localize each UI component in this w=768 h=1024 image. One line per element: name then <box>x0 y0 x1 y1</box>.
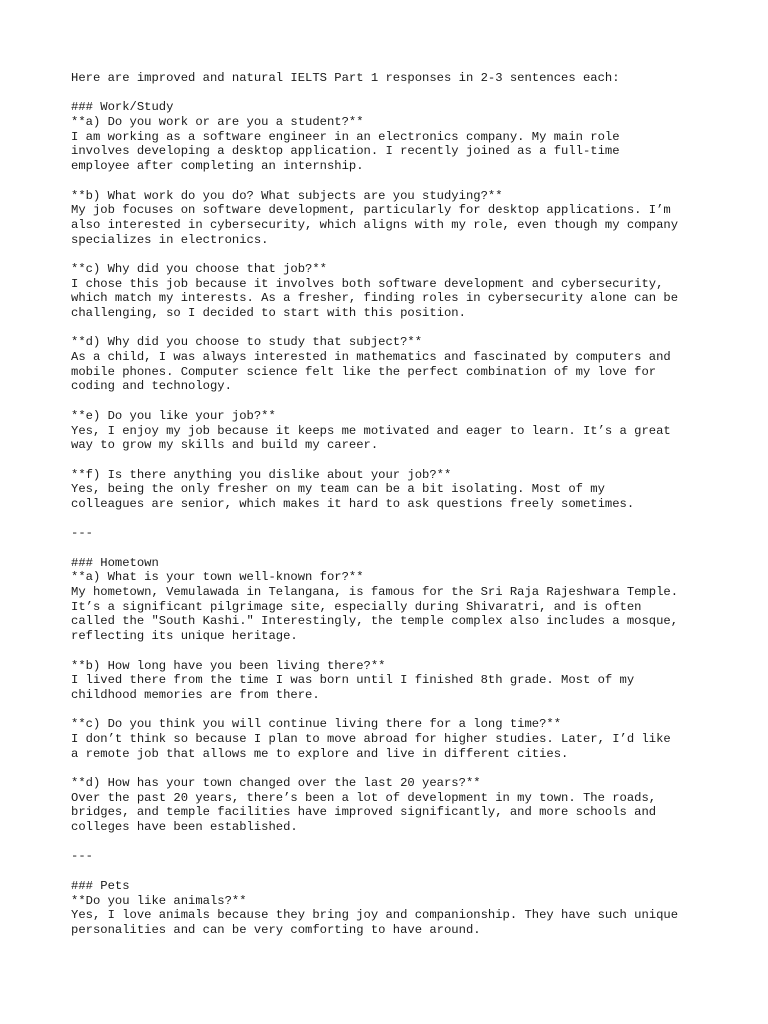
body-line: employee after completing an internship. <box>71 159 364 174</box>
blank-line <box>71 864 711 879</box>
body-line: colleges have been established. <box>71 820 298 835</box>
blank-line <box>71 174 711 189</box>
body-line: Yes, I enjoy my job because it keeps me motivated and eager to learn. It’s a great <box>71 423 671 438</box>
body-line: challenging, so I decided to start with this position. <box>71 306 466 320</box>
body-line: I chose this job because it involves both software development and cybersecurity, <box>71 276 664 291</box>
body-line: specializes in electronics. <box>71 232 269 247</box>
body-line: also interested in cybersecurity, which aligns with my role, even though my company <box>71 217 679 232</box>
divider-line: --- <box>71 849 93 864</box>
document-text <box>71 71 711 938</box>
body-line: Yes, I love animals because they bring joy and companionship. They have such unique <box>71 908 679 923</box>
body-line: involves developing a desktop application. I recently joined as a full-time <box>71 144 620 159</box>
question-line: **a) What is your town well-known for?** <box>71 570 364 585</box>
question-line: **c) Do you think you will continue living there for a long time?** <box>71 717 562 732</box>
body-line: which match my interests. As a fresher, finding roles in cybersecurity alone can be <box>71 291 679 306</box>
body-line: way to grow my skills and build my career. <box>71 438 379 453</box>
blank-line <box>71 453 711 468</box>
blank-line <box>71 703 711 718</box>
blank-line <box>71 761 711 776</box>
body-line: mobile phones. Computer science felt like the perfect combination of my love for <box>71 364 657 379</box>
blank-line <box>71 512 711 527</box>
blank-line <box>71 835 711 850</box>
question-line: **d) Why did you choose to study that subject?** <box>71 335 423 350</box>
blank-line <box>71 247 711 262</box>
question-line: **d) How has your town changed over the last 20 years?** <box>71 776 481 790</box>
body-line: I lived there from the time I was born until I finished 8th grade. Most of my <box>71 673 635 688</box>
question-line: **b) How long have you been living there?** <box>71 658 386 673</box>
blank-line <box>71 541 711 556</box>
question-line: **f) Is there anything you dislike about your job?** <box>71 467 452 482</box>
question-line: **e) Do you like your job?** <box>71 408 276 423</box>
body-line: called the "South Kashi." Interestingly, the temple complex also includes a mosque, <box>71 614 679 629</box>
body-line: My job focuses on software development, particularly for desktop applications. I’m <box>71 203 671 218</box>
body-line: childhood memories are from there. <box>71 687 320 702</box>
blank-line <box>71 86 711 101</box>
body-line: It’s a significant pilgrimage site, especially during Shivaratri, and is often <box>71 599 642 614</box>
body-line: coding and technology. <box>71 379 232 394</box>
question-line: **a) Do you work or are you a student?** <box>71 115 364 130</box>
body-line: a remote job that allows me to explore and live in different cities. <box>71 746 569 761</box>
question-line: **c) Why did you choose that job?** <box>71 261 327 276</box>
body-line: Over the past 20 years, there’s been a lot of development in my town. The roads, <box>71 790 657 805</box>
body-line: bridges, and temple facilities have improved significantly, and more schools and <box>71 805 657 820</box>
divider-line: --- <box>71 526 93 541</box>
blank-line <box>71 644 711 659</box>
body-line: I am working as a software engineer in an electronics company. My main role <box>71 129 620 144</box>
section-heading: ### Hometown <box>71 555 159 570</box>
body-line: reflecting its unique heritage. <box>71 629 298 644</box>
body-line: My hometown, Vemulawada in Telangana, is famous for the Sri Raja Rajeshwara Temple. <box>71 585 679 600</box>
blank-line <box>71 394 711 409</box>
section-heading: ### Pets <box>71 878 130 893</box>
blank-line <box>71 321 711 336</box>
intro-line: Here are improved and natural IELTS Part 1 responses in 2-3 sentences each: <box>71 71 620 85</box>
body-line: Yes, being the only fresher on my team can be a bit isolating. Most of my <box>71 482 605 497</box>
section-heading: ### Work/Study <box>71 100 174 115</box>
question-line: **b) What work do you do? What subjects are you studying?** <box>71 188 503 203</box>
body-line: As a child, I was always interested in mathematics and fascinated by computers and <box>71 350 671 365</box>
body-line: colleagues are senior, which makes it hard to ask questions freely sometimes. <box>71 496 635 511</box>
body-line: personalities and can be very comforting to have around. <box>71 922 481 937</box>
question-line: **Do you like animals?** <box>71 893 247 908</box>
body-line: I don’t think so because I plan to move abroad for higher studies. Later, I’d like <box>71 731 671 746</box>
